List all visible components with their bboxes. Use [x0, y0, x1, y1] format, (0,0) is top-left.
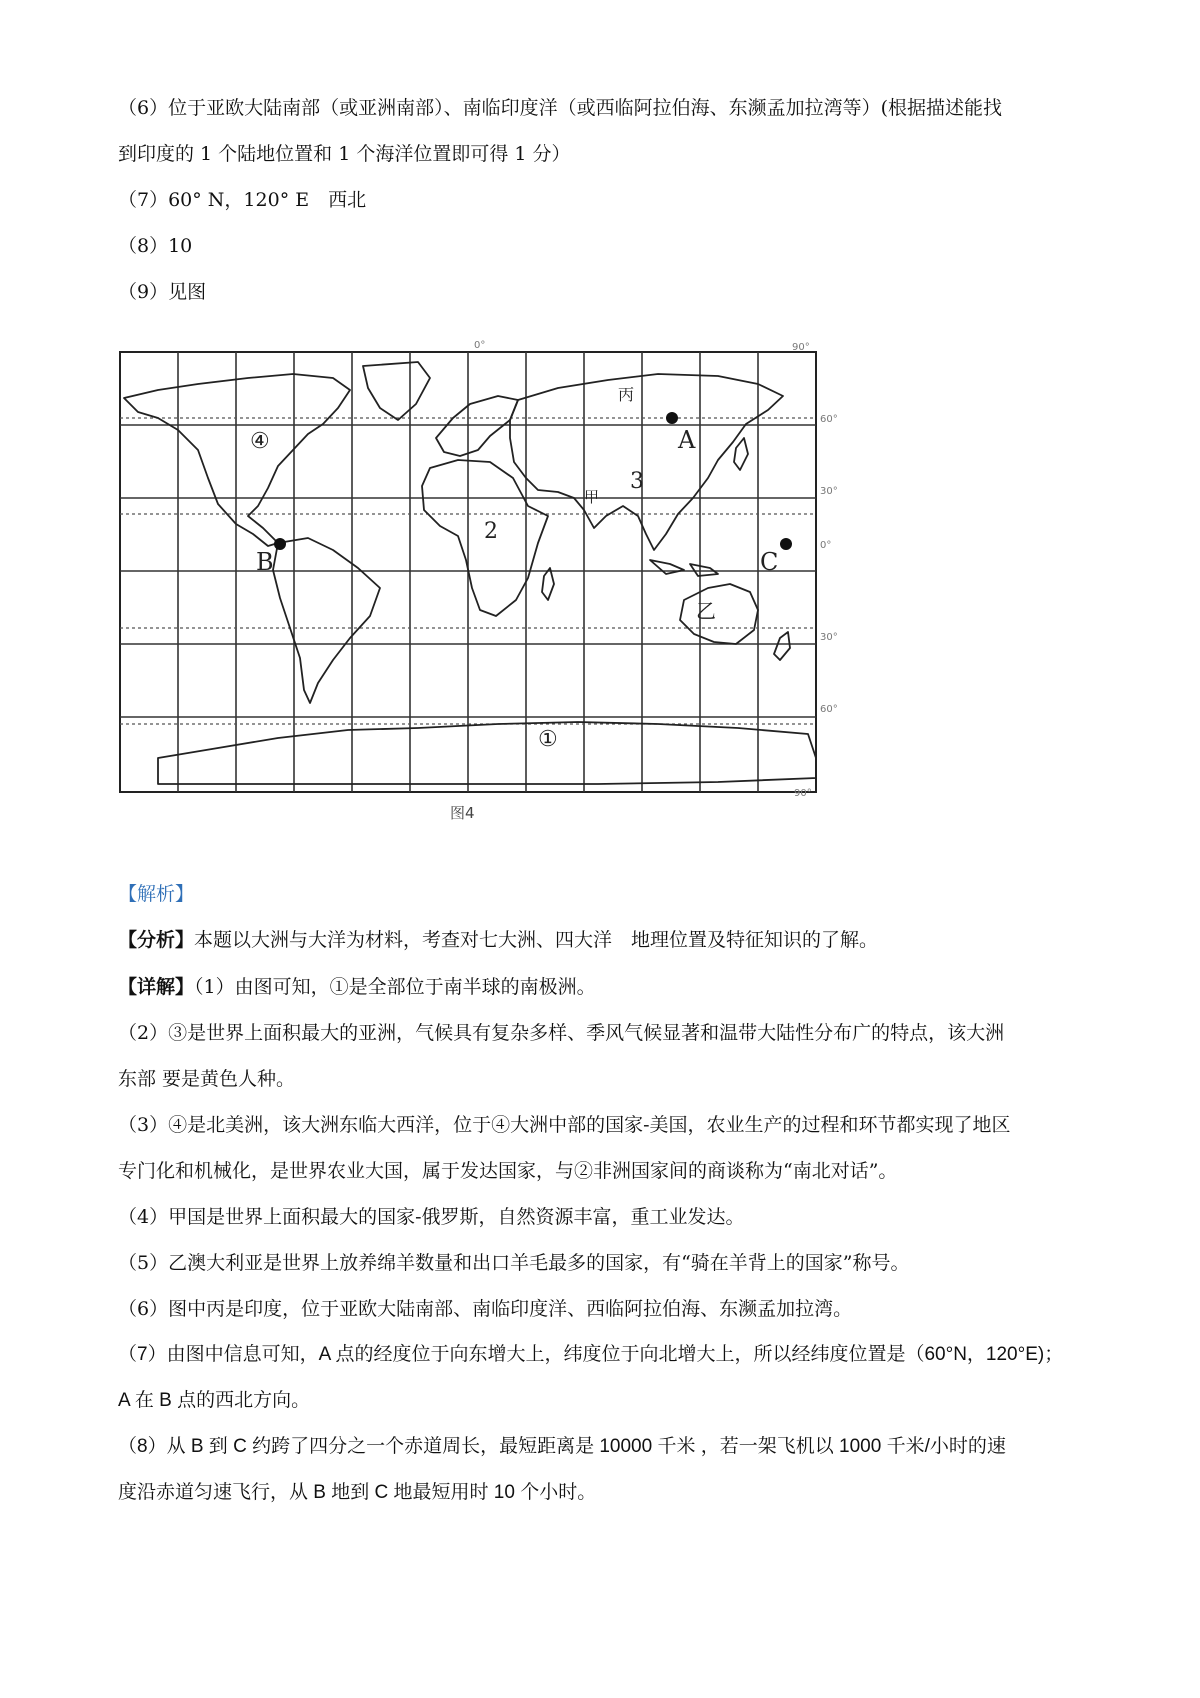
australia-outline [680, 584, 758, 644]
analysis-heading: 【解析】 [118, 883, 195, 905]
antarctica-outline [158, 722, 816, 784]
detail-7-line2: A 在 B 点的西北方向。 [118, 1390, 311, 1411]
south-america-outline [273, 538, 380, 703]
fenxi-tag: 【分析】 [118, 929, 195, 951]
map-caption: 图4 [450, 804, 475, 822]
greenland-outline [363, 362, 430, 420]
point-a-marker [666, 412, 678, 424]
region-label-yi: 乙 [696, 599, 716, 623]
region-label-jia: 甲 [584, 488, 600, 506]
region-label-africa: 2 [484, 519, 498, 544]
detail-2-line2: 东部 要是黄色人种。 [118, 1068, 296, 1090]
point-b-label: B [256, 548, 274, 576]
new-zealand-outline [774, 632, 790, 660]
map-prime-meridian-label: 0° [474, 340, 486, 351]
region-label-north-america: ④ [250, 429, 270, 454]
lat-label-30s: 30° [820, 632, 838, 643]
detail-4: （4）甲国是世界上面积最大的国家-俄罗斯，自然资源丰富，重工业发达。 [118, 1206, 745, 1228]
answer-9: （9）见图 [118, 281, 207, 303]
detail-5: （5）乙澳大利亚是世界上放养绵羊数量和出口羊毛最多的国家，有“骑在羊背上的国家”称号。 [118, 1252, 910, 1274]
point-c-label: C [760, 548, 779, 576]
asia-outline [510, 374, 783, 550]
lat-label-90n: 90° [792, 342, 810, 353]
north-america-outline [124, 374, 350, 546]
lat-label-60s: 60° [820, 704, 838, 715]
point-c-marker [780, 538, 792, 550]
detail-2-line1: （2）③是世界上面积最大的亚洲，气候具有复杂多样、季风气候显著和温带大陆性分布广的特点，该大洲 [118, 1022, 1005, 1044]
detail-3-line1: （3）④是北美洲，该大洲东临大西洋，位于④大洲中部的国家-美国，农业生产的过程和环节都实现了地区 [118, 1114, 1011, 1136]
madagascar-outline [542, 568, 554, 600]
fenxi-text: 本题以大洲与大洋为材料，考查对七大洲、四大洋 地理位置及特征知识的了解。 [194, 929, 879, 951]
lat-label-90s: 90° [794, 788, 812, 799]
fenxi-paragraph [118, 928, 878, 952]
world-map-figure [118, 338, 878, 838]
region-label-antarctica: ① [538, 727, 558, 752]
region-label-asia: 3 [630, 469, 644, 494]
lat-label-0: 0° [820, 540, 832, 551]
japan-outline [734, 438, 748, 470]
europe-outline [436, 396, 518, 456]
detail-3-line2: 专门化和机械化，是世界农业大国，属于发达国家，与②非洲国家间的商谈称为“南北对话”。 [118, 1160, 898, 1182]
indonesia-outline [650, 560, 718, 576]
detail-8-line1: （8）从 B 到 C 约跨了四分之一个赤道周长，最短距离是 10000 千米 ，若一架飞机以 1000 千米/小时的速 [118, 1436, 1006, 1457]
detail-1-paragraph [118, 975, 596, 999]
point-b-marker [274, 538, 286, 550]
region-label-bing: 丙 [618, 385, 635, 404]
point-a-label: A [678, 426, 696, 454]
xiangjie-tag: 【详解】 [118, 976, 195, 998]
detail-1-text: （1）由图可知，①是全部位于南半球的南极洲。 [194, 976, 596, 998]
detail-6: （6）图中丙是印度，位于亚欧大陆南部、南临印度洋、西临阿拉伯海、东濒孟加拉湾。 [118, 1298, 853, 1320]
lat-label-60n: 60° [820, 414, 838, 425]
answer-7: （7）60° N，120° E 西北 [118, 189, 367, 211]
detail-7-line1: （7）由图中信息可知，A 点的经度位于向东增大上，纬度位于向北增大上，所以经纬度位置是（60°N，120°E)； [118, 1344, 1064, 1365]
lat-label-30n: 30° [820, 486, 838, 497]
answer-8: （8）10 [118, 235, 193, 257]
detail-8-line2: 度沿赤道匀速飞行，从 B 地到 C 地最短用时 10 个小时。 [118, 1482, 597, 1503]
answer-6-line2: 到印度的 1 个陆地位置和 1 个海洋位置即可得 1 分） [118, 143, 571, 165]
answer-6-line1: （6）位于亚欧大陆南部（或亚洲南部）、南临印度洋（或西临阿拉伯海、东濒孟加拉湾等）(根据描述能找 [118, 97, 1003, 119]
